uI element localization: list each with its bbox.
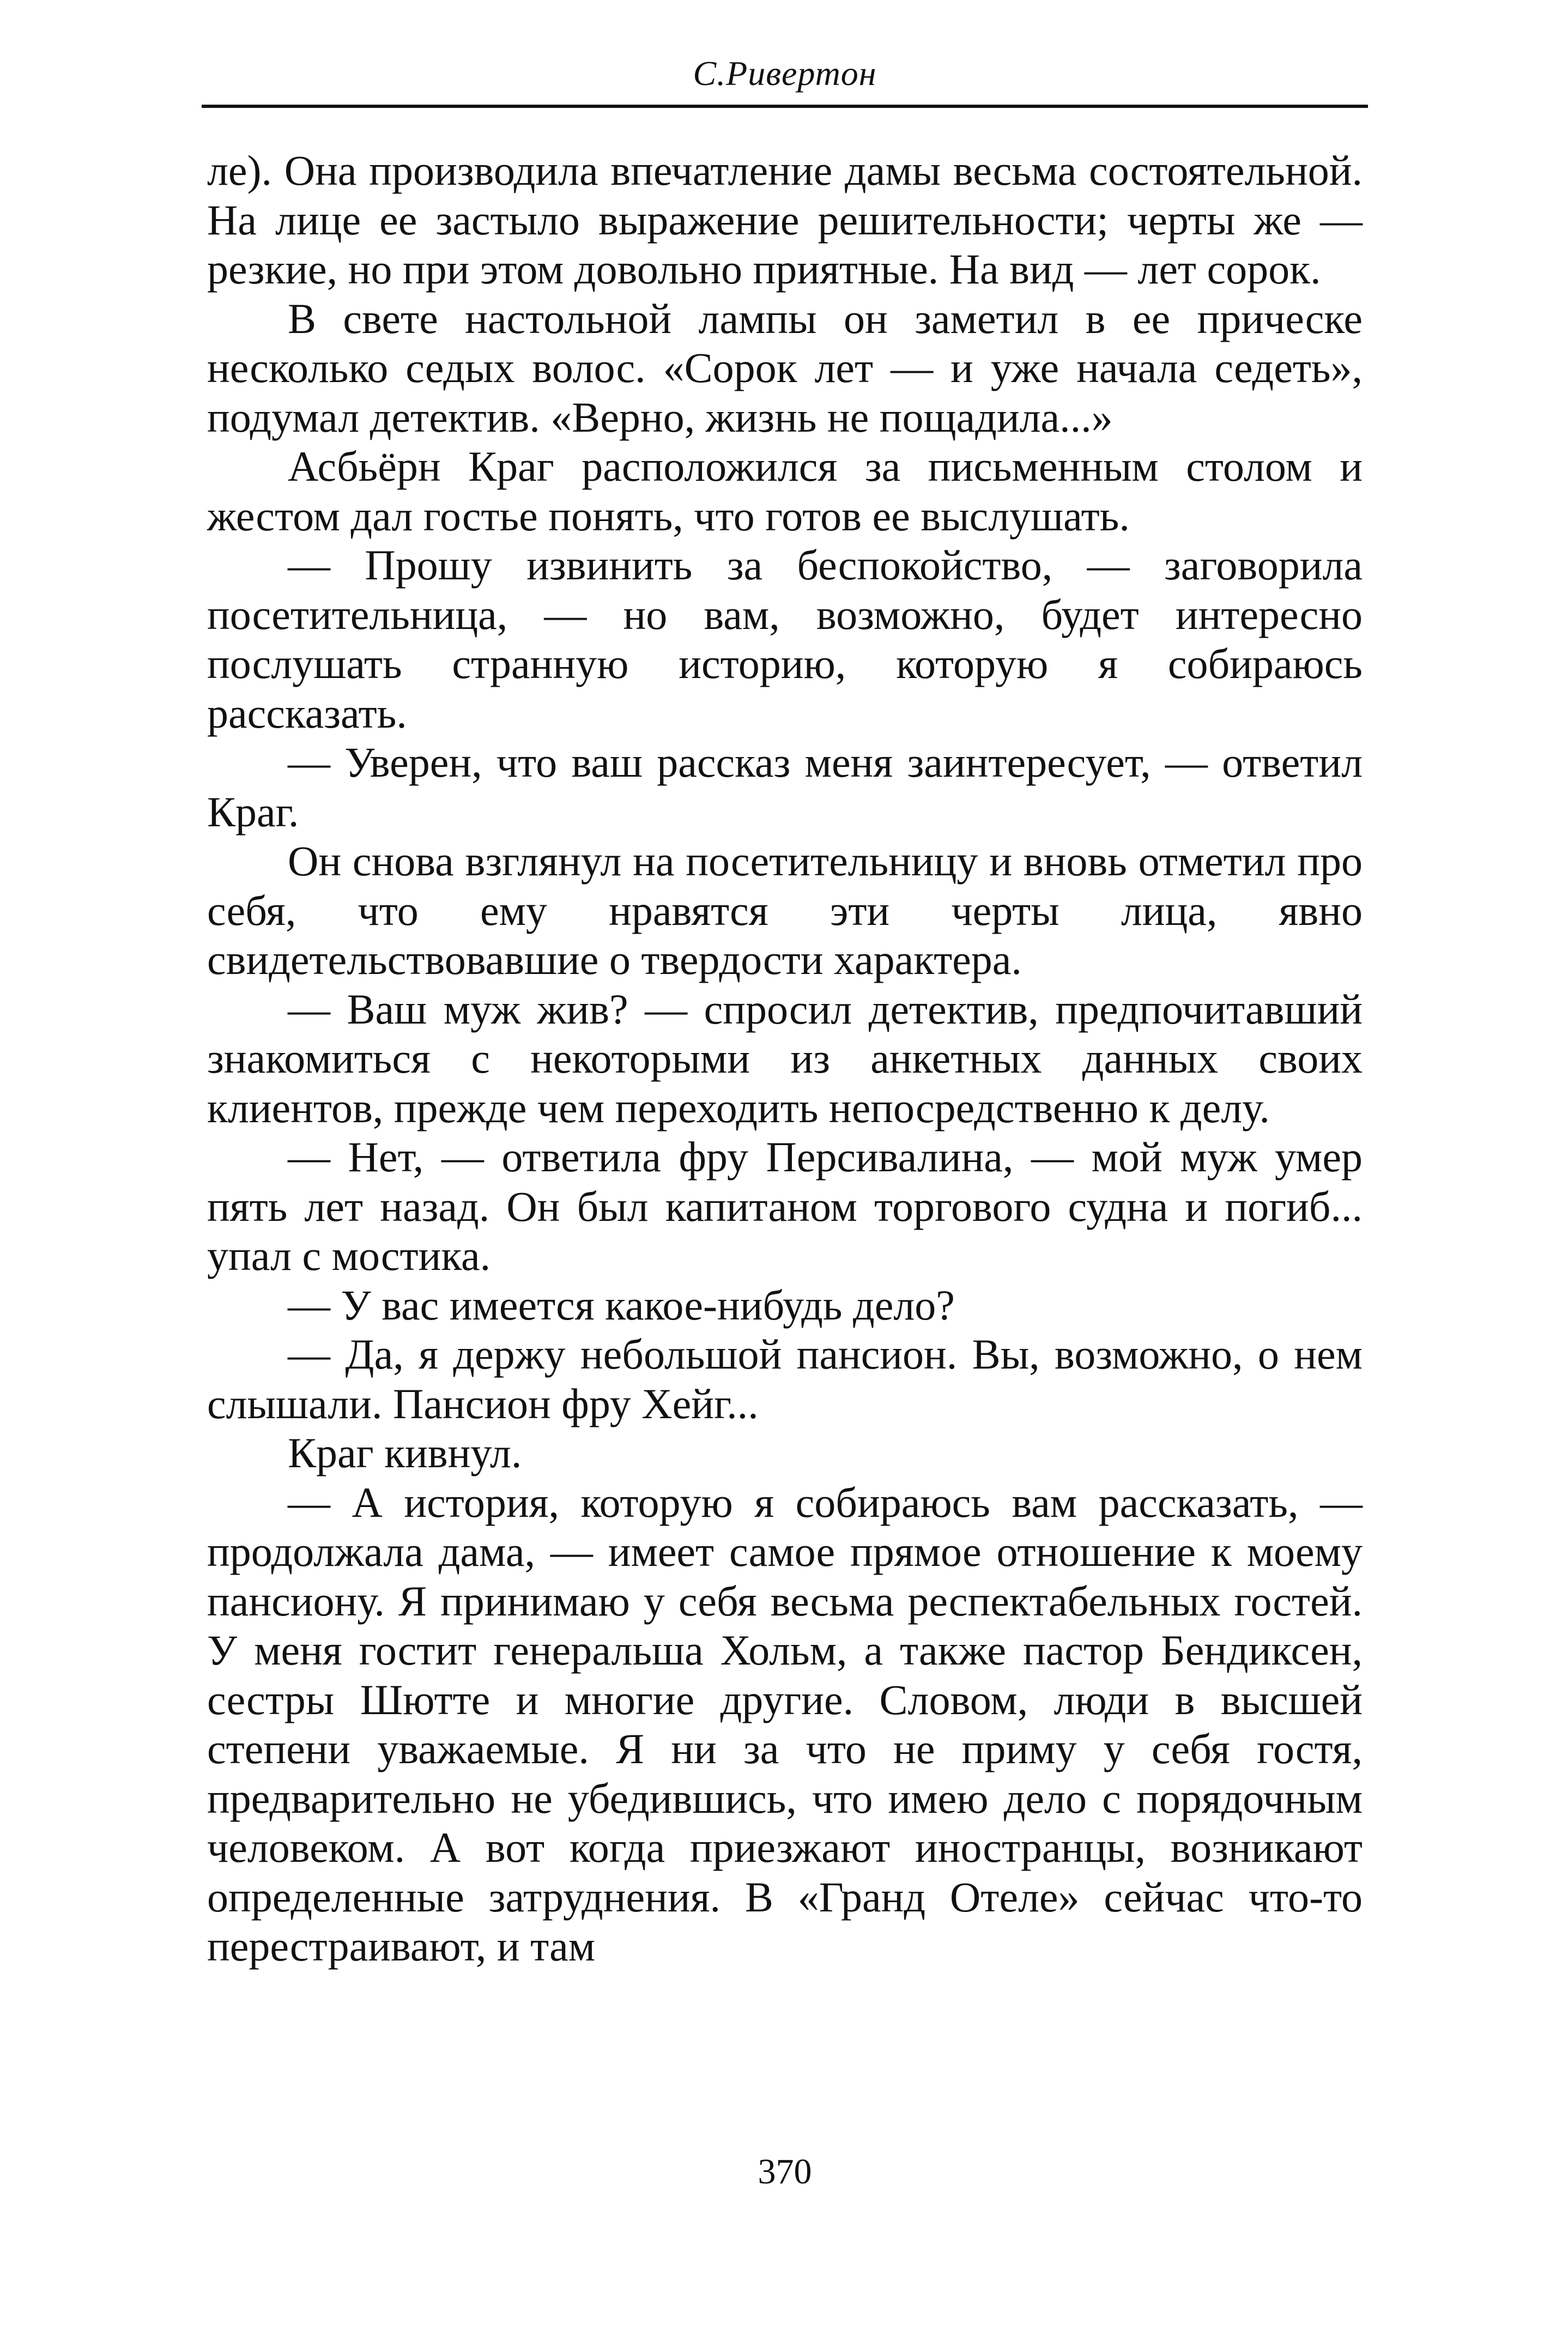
paragraph-dialogue: — Уверен, что ваш рассказ меня заинтересует, — ответил Краг. — [207, 739, 1363, 836]
paragraph: Краг кивнул. — [288, 1429, 522, 1476]
paragraph: Он снова взглянул на посетительницу и вновь отметил про себя, что ему нравятся эти черты лица, явно свидетельствовавшие о твердости характера. — [207, 837, 1363, 983]
paragraph: Асбьёрн Краг расположился за письменным столом и жестом дал гостье понять, что готов ее выслушать. — [207, 443, 1363, 540]
paragraph-dialogue: — А история, которую я собираюсь вам рассказать, — продолжала дама, — имеет самое прямое отношение к моему пансиону. Я принимаю у себя весьма респектабельных гостей. У меня гостит генеральша Хольм, а также пастор Бендиксен, сестры Шютте и многие другие. Словом, люди в высшей степени уважаемые. Я ни за что не приму у себя гостя, предварительно не убедившись, что имею дело с порядочным человеком. А вот когда приезжают иностранцы, возникают определенные затруднения. В «Гранд Отеле» сейчас что-то перестраивают, и там — [207, 1478, 1363, 1970]
paragraph: В свете настольной лампы он заметил в ее прическе несколько седых волос. «Сорок лет — и уже начала седеть», подумал детектив. «Верно, жизнь не пощадила...» — [207, 294, 1363, 441]
paragraph-continuation: ле). Она производила впечатление дамы весьма состоятельной. На лице ее застыло выражение решительности; черты же — резкие, но при этом довольно приятные. На вид — лет сорок. — [207, 147, 1363, 293]
header-rule — [202, 105, 1368, 108]
running-header: С.Ривертон — [693, 54, 877, 93]
paragraph-dialogue: — Нет, — ответила фру Персивалина, — мой муж умер пять лет назад. Он был капитаном торгового судна и погиб... упал с мостика. — [207, 1133, 1363, 1279]
page-number: 370 — [758, 2152, 812, 2192]
paragraph-dialogue: — Ваш муж жив? — спросил детектив, предпочитавший знакомиться с некоторыми из анкетных данных своих клиентов, прежде чем переходить непосредственно к делу. — [207, 985, 1363, 1131]
body-text — [207, 146, 1363, 1971]
paragraph-dialogue: — У вас имеется какое-нибудь дело? — [288, 1281, 955, 1329]
paragraph-dialogue: — Прошу извинить за беспокойство, — заговорила посетительница, — но вам, возможно, будет интересно послушать странную историю, которую я собираюсь рассказать. — [207, 541, 1363, 737]
paragraph-dialogue: — Да, я держу небольшой пансион. Вы, возможно, о нем слышали. Пансион фру Хейг... — [207, 1330, 1363, 1427]
